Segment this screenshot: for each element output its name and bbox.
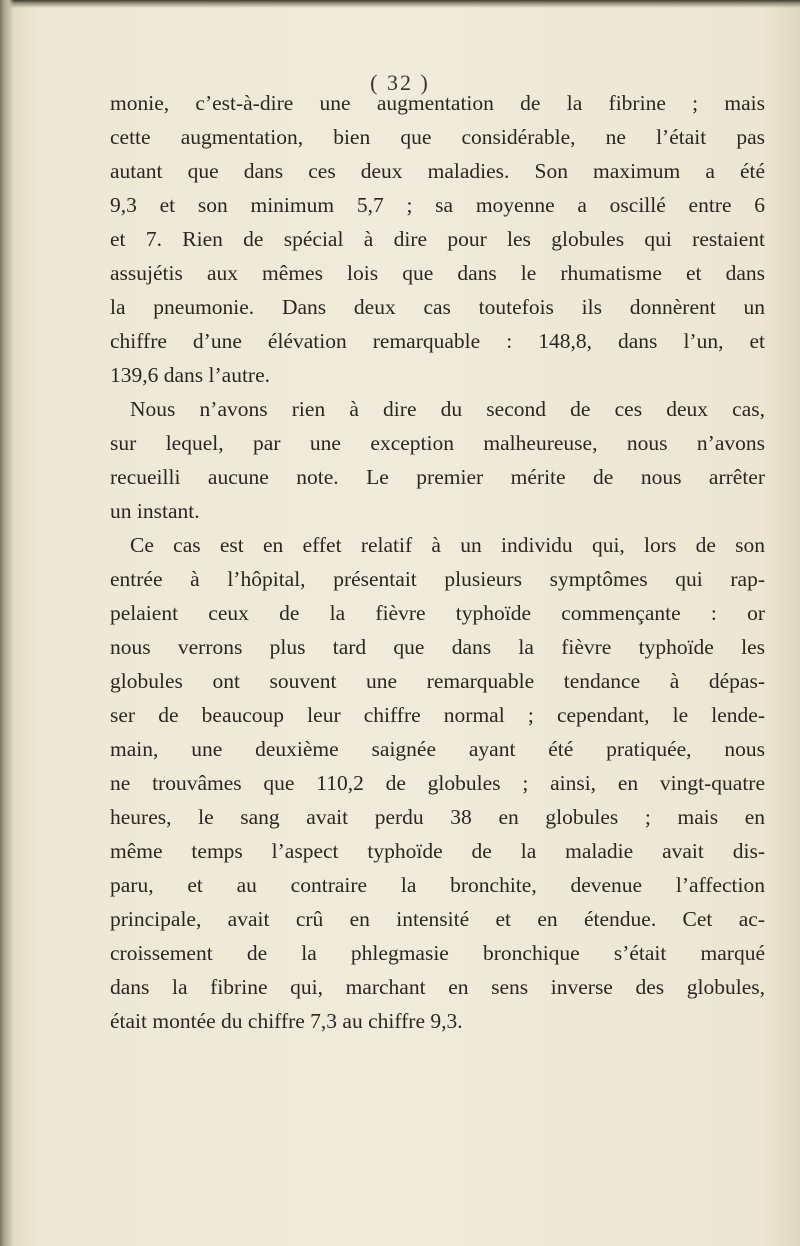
text-line: était montée du chiffre 7,3 au chiffre 9,3. <box>110 1009 463 1033</box>
text-line: ser de beaucoup leur chiffre normal ; cependant, le lende- <box>110 703 765 727</box>
text-line: un instant. <box>110 499 200 523</box>
page-number: ( 32 ) <box>370 70 430 95</box>
text-line: assujétis aux mêmes lois que dans le rhumatisme et dans <box>110 261 765 285</box>
text-line: nous verrons plus tard que dans la fièvre typhoïde les <box>110 635 765 659</box>
text-line: recueilli aucune note. Le premier mérite de nous arrêter <box>110 465 765 489</box>
book-binding-edge <box>0 0 14 1246</box>
text-line: cette augmentation, bien que considérable, ne l’était pas <box>110 125 765 149</box>
text-line: ne trouvâmes que 110,2 de globules ; ainsi, en vingt-quatre <box>110 771 765 795</box>
page-top-edge <box>0 0 800 8</box>
body-text <box>110 86 765 1038</box>
text-line: monie, c’est-à-dire une augmentation de la fibrine ; mais <box>110 91 765 115</box>
text-line: 9,3 et son minimum 5,7 ; sa moyenne a oscillé entre 6 <box>110 193 765 217</box>
text-line: et 7. Rien de spécial à dire pour les globules qui restaient <box>110 227 765 251</box>
text-line: même temps l’aspect typhoïde de la maladie avait dis- <box>110 839 765 863</box>
text-line: globules ont souvent une remarquable tendance à dépas- <box>110 669 765 693</box>
text-line: dans la fibrine qui, marchant en sens inverse des globules, <box>110 975 765 999</box>
text-line: paru, et au contraire la bronchite, devenue l’affection <box>110 873 765 897</box>
text-line: sur lequel, par une exception malheureuse, nous n’avons <box>110 431 765 455</box>
text-line: principale, avait crû en intensité et en étendue. Cet ac- <box>110 907 765 931</box>
text-line: heures, le sang avait perdu 38 en globules ; mais en <box>110 805 765 829</box>
text-line: pelaient ceux de la fièvre typhoïde commençante : or <box>110 601 765 625</box>
text-line: la pneumonie. Dans deux cas toutefois ils donnèrent un <box>110 295 765 319</box>
text-line: entrée à l’hôpital, présentait plusieurs symptômes qui rap- <box>110 567 765 591</box>
text-line: Ce cas est en effet relatif à un individu qui, lors de son <box>130 533 765 557</box>
text-line: Nous n’avons rien à dire du second de ces deux cas, <box>130 397 765 421</box>
text-line: autant que dans ces deux maladies. Son maximum a été <box>110 159 765 183</box>
text-line: main, une deuxième saignée ayant été pratiquée, nous <box>110 737 765 761</box>
text-line: croissement de la phlegmasie bronchique s’était marqué <box>110 941 765 965</box>
text-line: chiffre d’une élévation remarquable : 148,8, dans l’un, et <box>110 329 765 353</box>
text-line: 139,6 dans l’autre. <box>110 363 271 387</box>
